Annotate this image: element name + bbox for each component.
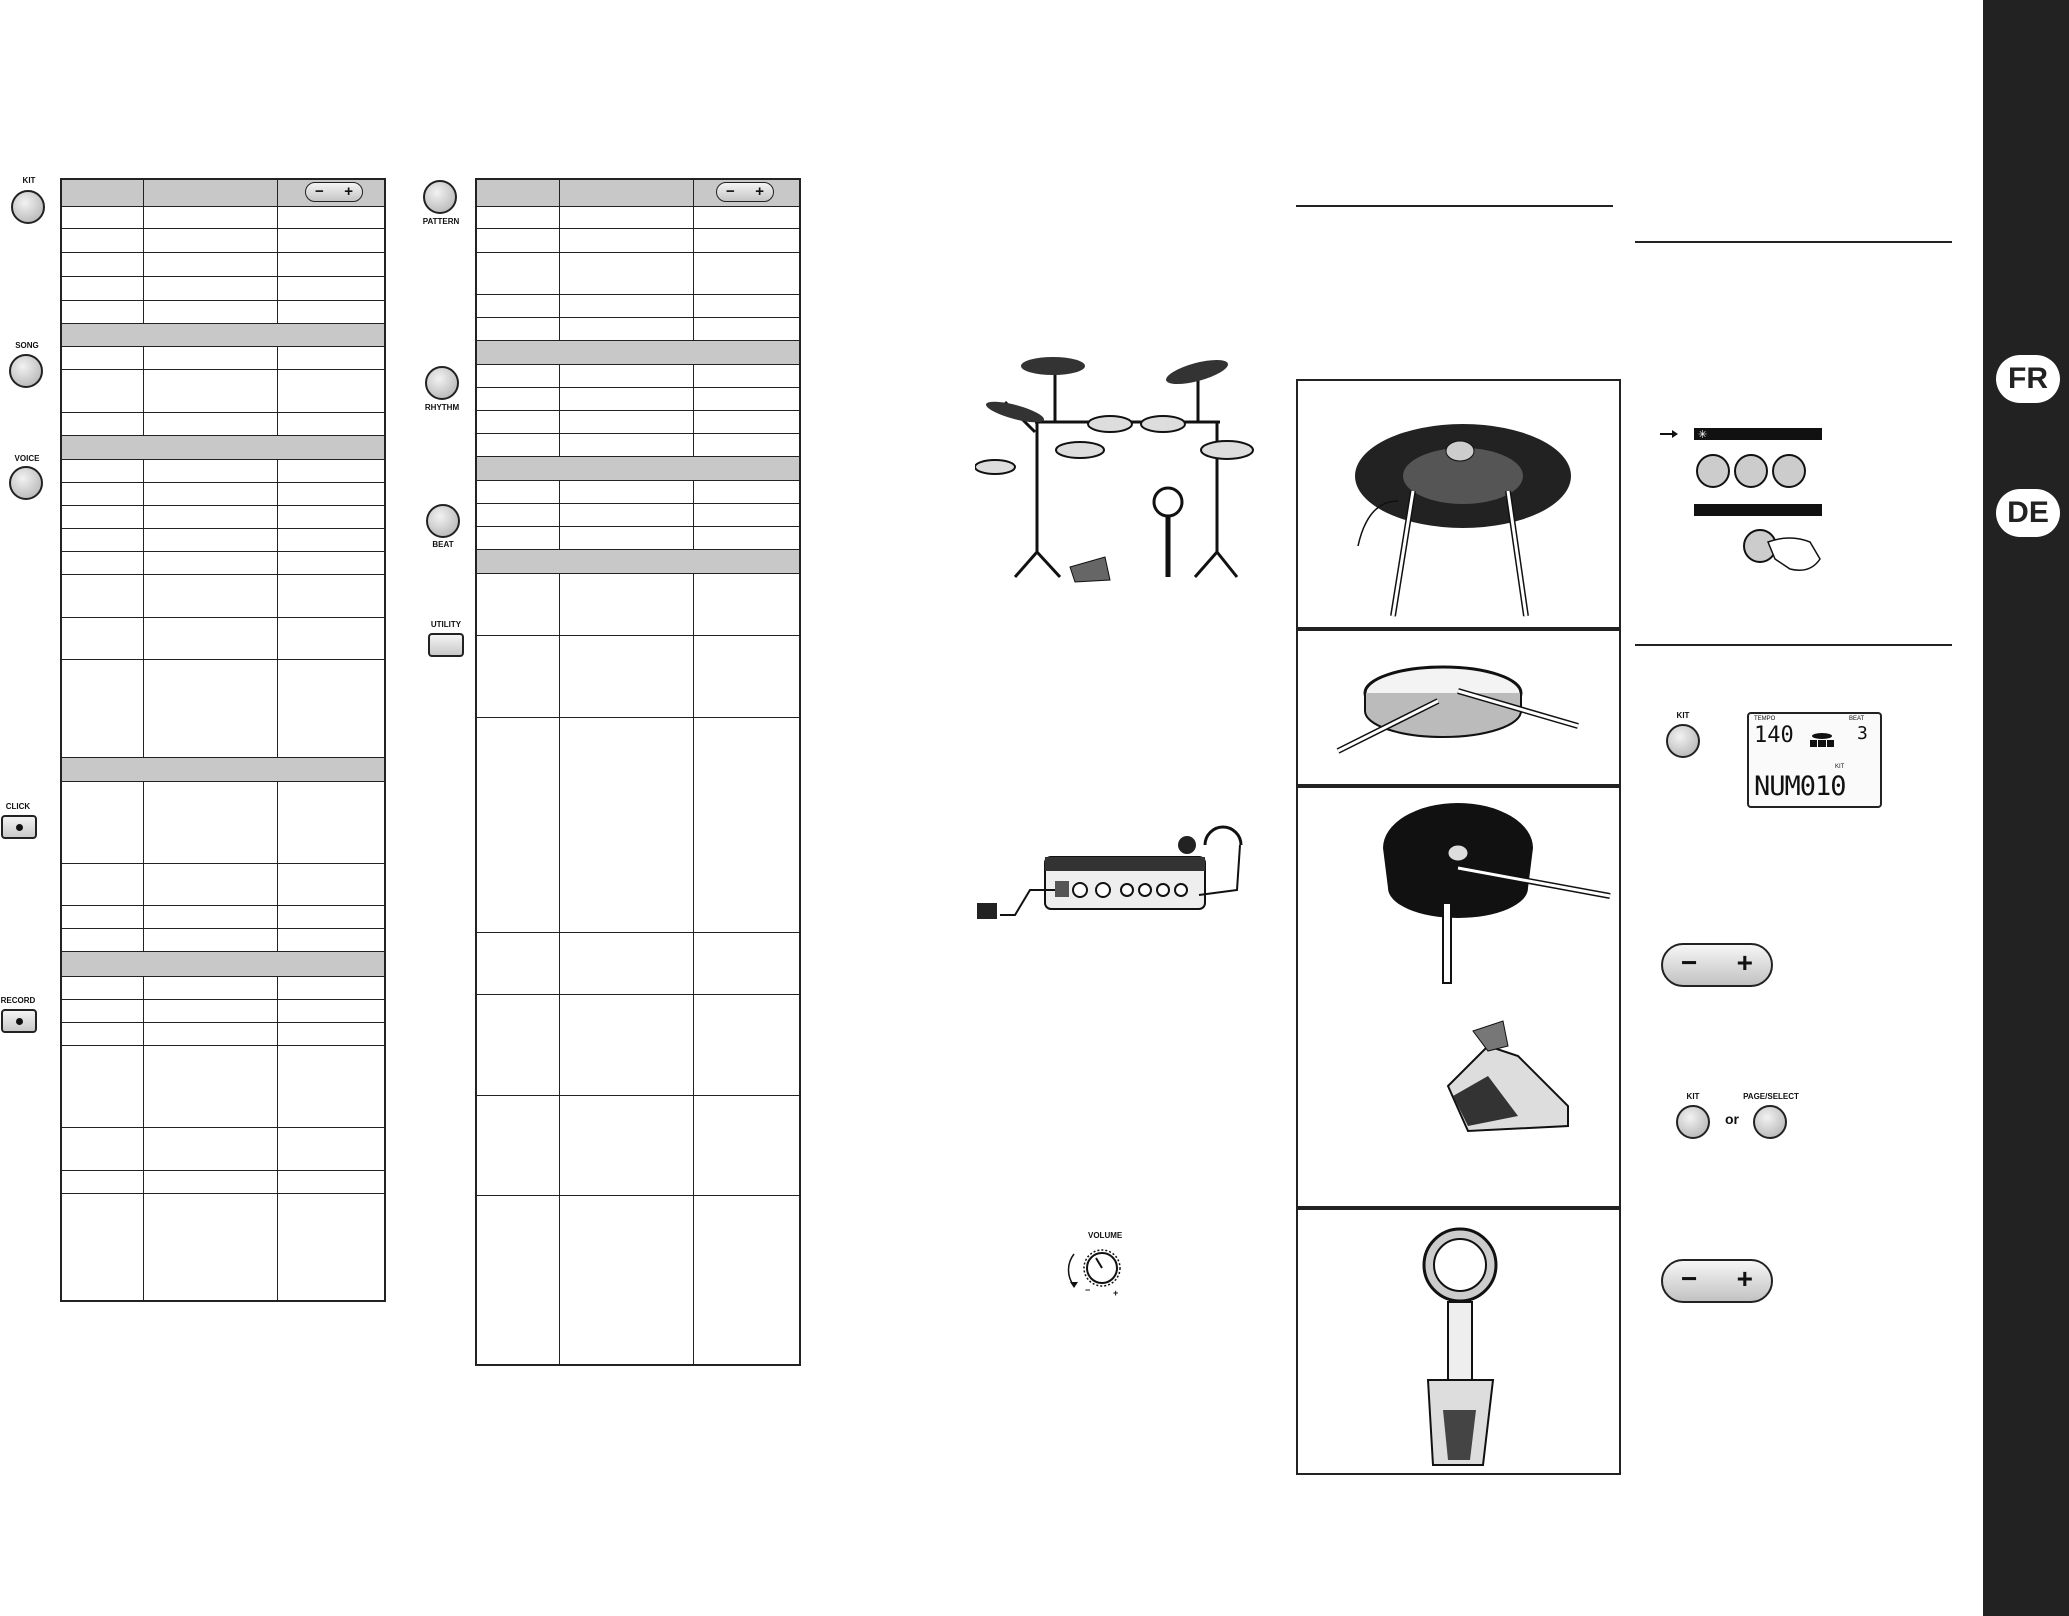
- kit-step-label: KIT: [1676, 711, 1690, 720]
- table-row: [62, 1046, 384, 1128]
- click-button[interactable]: [1, 815, 37, 839]
- voice-button[interactable]: [9, 466, 43, 500]
- plus-icon: +: [755, 183, 764, 200]
- kit-step-button[interactable]: [1666, 724, 1700, 758]
- kick-pad-panel: [1296, 1208, 1621, 1475]
- minus-icon: −: [1681, 1263, 1698, 1294]
- section-divider: [1635, 644, 1952, 646]
- page-select-label: PAGE/SELECT: [1743, 1092, 1799, 1101]
- rhythm-button[interactable]: [425, 366, 459, 400]
- table-row: [62, 347, 384, 370]
- table-row: [477, 504, 799, 527]
- table-section-header: [62, 324, 384, 347]
- plus-minus-control-large[interactable]: [1661, 943, 1773, 987]
- song-button[interactable]: [9, 354, 43, 388]
- record-button[interactable]: [1, 1009, 37, 1033]
- song-button-label: SONG: [15, 341, 39, 350]
- cymbal-hit-panel: [1296, 379, 1621, 629]
- table-row: [477, 995, 799, 1096]
- language-sidebar: [1983, 0, 2069, 1616]
- table-row: [62, 977, 384, 1000]
- table-section-header: [62, 758, 384, 782]
- pattern-button[interactable]: [423, 180, 457, 214]
- table-row: [62, 460, 384, 483]
- volume-label: VOLUME: [1088, 1231, 1123, 1240]
- module-connection-illustration: [955, 815, 1255, 935]
- table-section-header: [477, 341, 799, 365]
- lcd-beat-value: 3: [1857, 723, 1868, 744]
- lcd-kit-label: KIT: [1835, 764, 1845, 770]
- table-row: [477, 481, 799, 504]
- table-row: [62, 906, 384, 929]
- drum-icon: [1807, 730, 1837, 750]
- minus-icon: −: [1681, 947, 1698, 978]
- record-button-label: RECORD: [0, 996, 36, 1005]
- language-tab-fr[interactable]: FR: [1996, 355, 2060, 403]
- cymbal-strike-illustration: [1298, 381, 1618, 626]
- table-section-header: [477, 457, 799, 481]
- table-row: [477, 388, 799, 411]
- drum-pad-strike-illustration: [1298, 631, 1618, 786]
- table-row: [62, 277, 384, 301]
- table-row: [477, 527, 799, 550]
- plus-icon: +: [344, 183, 353, 200]
- volume-minus: −: [1085, 1285, 1091, 1295]
- table-row: [62, 929, 384, 952]
- kick-pedal-illustration: [1298, 1210, 1618, 1475]
- table-row: [477, 933, 799, 995]
- record-dot-icon: [16, 824, 23, 831]
- svg-text:✳: ✳: [1698, 429, 1708, 441]
- voice-button-label: VOICE: [14, 454, 40, 463]
- drum-kit-illustration: [975, 352, 1275, 590]
- utility-button[interactable]: [428, 633, 464, 657]
- table-row: [62, 529, 384, 552]
- hihat-pedal-illustration: [1428, 1016, 1578, 1146]
- table-row: [62, 1023, 384, 1046]
- table-row: [477, 1096, 799, 1196]
- table-row: [62, 206, 384, 229]
- middle-function-table: [475, 178, 801, 1366]
- table-header: [477, 180, 799, 207]
- table-row: [477, 206, 799, 229]
- table-row: [62, 301, 384, 324]
- table-row: [477, 295, 799, 318]
- kit-option-label: KIT: [1686, 1092, 1700, 1101]
- table-row: [62, 370, 384, 413]
- volume-knob-icon[interactable]: [1060, 1240, 1130, 1295]
- plus-icon: +: [1736, 947, 1753, 978]
- page-select-button[interactable]: [1753, 1105, 1787, 1139]
- beat-button-label: BEAT: [432, 540, 454, 549]
- lcd-kit-value: NUM010: [1754, 771, 1846, 802]
- table-row: [477, 434, 799, 457]
- record-dot-icon: [16, 1018, 23, 1025]
- kit-button[interactable]: [11, 190, 45, 224]
- kit-button-label: KIT: [22, 176, 36, 185]
- lcd-tempo-value: 140: [1754, 723, 1794, 748]
- lcd-beat-label: BEAT: [1849, 716, 1865, 722]
- minus-icon: −: [726, 183, 735, 200]
- table-row: [62, 782, 384, 864]
- table-section-header: [62, 436, 384, 460]
- table-row: [62, 1171, 384, 1194]
- table-row: [62, 660, 384, 758]
- pad-hit-panel: [1296, 629, 1621, 786]
- plus-minus-control[interactable]: [305, 182, 363, 202]
- table-row: [62, 1000, 384, 1023]
- plus-minus-control[interactable]: [716, 182, 774, 202]
- rhythm-button-label: RHYTHM: [424, 403, 460, 412]
- beat-button[interactable]: [426, 504, 460, 538]
- table-row: [477, 253, 799, 295]
- section-divider: [1296, 205, 1613, 207]
- language-tab-de[interactable]: DE: [1996, 489, 2060, 537]
- kit-option-button[interactable]: [1676, 1105, 1710, 1139]
- table-row: [62, 229, 384, 253]
- utility-button-label: UTILITY: [430, 620, 462, 629]
- table-row: [477, 229, 799, 253]
- table-row: [477, 636, 799, 718]
- table-row: [62, 253, 384, 277]
- section-divider: [1635, 241, 1952, 243]
- table-row: [477, 718, 799, 933]
- table-row: [477, 574, 799, 636]
- table-row: [62, 413, 384, 436]
- pattern-button-label: PATTERN: [422, 217, 460, 226]
- table-row: [62, 506, 384, 529]
- plus-minus-control-large[interactable]: [1661, 1259, 1773, 1303]
- minus-icon: −: [315, 183, 324, 200]
- table-row: [62, 618, 384, 660]
- table-row: [477, 365, 799, 388]
- table-row: [62, 552, 384, 575]
- hihat-panel: [1296, 786, 1621, 1208]
- lcd-tempo-label: TEMPO: [1754, 716, 1776, 722]
- or-text: or: [1725, 1111, 1739, 1127]
- left-function-table: [60, 178, 386, 1302]
- table-row: [62, 575, 384, 618]
- table-row: [477, 411, 799, 434]
- table-row: [477, 318, 799, 341]
- selection-indicator-illustration: [1660, 424, 1830, 590]
- volume-plus: +: [1113, 1288, 1119, 1298]
- table-row: [62, 1128, 384, 1171]
- table-row: [62, 864, 384, 906]
- table-header: [62, 180, 384, 207]
- table-row: [62, 483, 384, 506]
- table-section-header: [477, 550, 799, 574]
- plus-icon: +: [1736, 1263, 1753, 1294]
- table-section-header: [62, 952, 384, 977]
- lcd-display: [1747, 712, 1882, 808]
- click-button-label: CLICK: [5, 802, 31, 811]
